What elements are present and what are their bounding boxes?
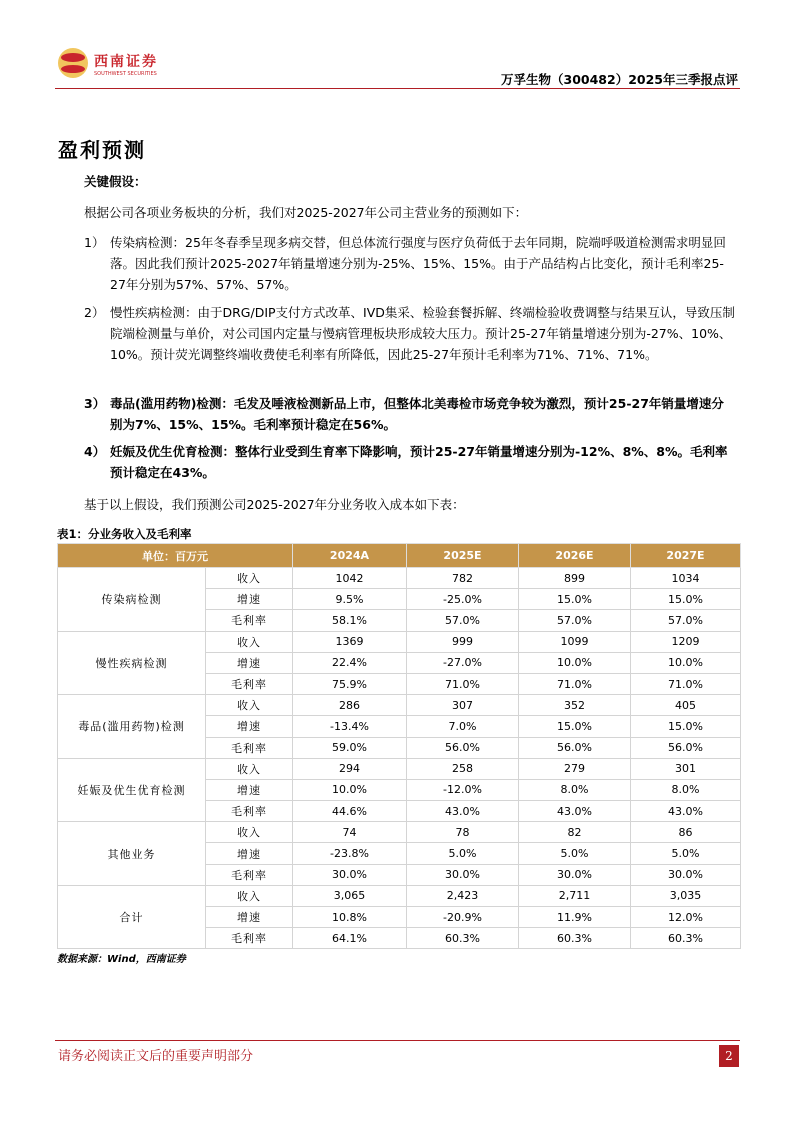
value-cell: 15.0% — [519, 716, 631, 737]
value-cell: 59.0% — [293, 737, 407, 758]
value-cell: 2,423 — [407, 885, 519, 906]
value-cell: 43.0% — [631, 801, 741, 822]
item-number: 4） — [84, 444, 106, 459]
value-cell: 57.0% — [407, 610, 519, 631]
segment-name: 毒品(滥用药物)检测 — [58, 695, 206, 759]
item-text: 妊娠及优生优育检测：整体行业受到生育率下降影响，预计25-27年销量增速分别为-12%、8%、8%。毛利率预计稳定在43%。 — [110, 444, 728, 480]
assumption-item — [84, 393, 736, 435]
value-cell: 1042 — [293, 568, 407, 589]
value-cell: 30.0% — [407, 864, 519, 885]
value-cell: 78 — [407, 822, 519, 843]
value-cell: 12.0% — [631, 907, 741, 928]
value-cell: 1099 — [519, 631, 631, 652]
value-cell: 86 — [631, 822, 741, 843]
metric-label: 收入 — [206, 568, 293, 589]
value-cell: 10.8% — [293, 907, 407, 928]
segment-name: 其他业务 — [58, 822, 206, 886]
value-cell: 56.0% — [407, 737, 519, 758]
value-cell: 43.0% — [407, 801, 519, 822]
intro-text: 根据公司各项业务板块的分析，我们对2025-2027年公司主营业务的预测如下： — [84, 205, 528, 220]
year-header: 2026E — [519, 544, 631, 568]
value-cell: 8.0% — [519, 779, 631, 800]
footer-notice: 请务必阅读正文后的重要声明部分 — [58, 1049, 254, 1064]
value-cell: -20.9% — [407, 907, 519, 928]
value-cell: 10.0% — [519, 652, 631, 673]
value-cell: -12.0% — [407, 779, 519, 800]
value-cell: 15.0% — [519, 589, 631, 610]
table-header-row — [58, 544, 741, 568]
table-row — [58, 568, 741, 589]
value-cell: 74 — [293, 822, 407, 843]
table-row — [58, 822, 741, 843]
value-cell: 10.0% — [631, 652, 741, 673]
value-cell: 43.0% — [519, 801, 631, 822]
metric-label: 毛利率 — [206, 737, 293, 758]
logo-en: SOUTHWEST SECURITIES — [94, 71, 157, 77]
value-cell: 5.0% — [631, 843, 741, 864]
value-cell: 30.0% — [519, 864, 631, 885]
value-cell: 307 — [407, 695, 519, 716]
metric-label: 增速 — [206, 716, 293, 737]
value-cell: 15.0% — [631, 589, 741, 610]
value-cell: 56.0% — [631, 737, 741, 758]
value-cell: 5.0% — [407, 843, 519, 864]
value-cell: 1209 — [631, 631, 741, 652]
metric-label: 毛利率 — [206, 864, 293, 885]
company-logo — [58, 48, 168, 84]
value-cell: 899 — [519, 568, 631, 589]
logo-emblem-icon — [58, 48, 88, 78]
year-header: 2027E — [631, 544, 741, 568]
value-cell: 71.0% — [519, 673, 631, 694]
value-cell: 7.0% — [407, 716, 519, 737]
value-cell: 44.6% — [293, 801, 407, 822]
value-cell: 1369 — [293, 631, 407, 652]
value-cell: -27.0% — [407, 652, 519, 673]
value-cell: 60.3% — [519, 928, 631, 949]
value-cell: 999 — [407, 631, 519, 652]
section-title: 盈利预测 — [58, 138, 146, 162]
value-cell: 11.9% — [519, 907, 631, 928]
value-cell: 301 — [631, 758, 741, 779]
assumption-item — [84, 302, 736, 365]
unit-header: 单位：百万元 — [58, 544, 293, 568]
metric-label: 收入 — [206, 758, 293, 779]
metric-label: 毛利率 — [206, 610, 293, 631]
value-cell: 60.3% — [407, 928, 519, 949]
assumption-item — [84, 232, 736, 295]
value-cell: 294 — [293, 758, 407, 779]
data-source: 数据来源：Wind，西南证券 — [57, 954, 186, 965]
metric-label: 毛利率 — [206, 673, 293, 694]
metric-label: 增速 — [206, 843, 293, 864]
value-cell: 30.0% — [293, 864, 407, 885]
value-cell: 279 — [519, 758, 631, 779]
value-cell: 57.0% — [631, 610, 741, 631]
item-number: 2） — [84, 305, 105, 320]
value-cell: 5.0% — [519, 843, 631, 864]
value-cell: 10.0% — [293, 779, 407, 800]
metric-label: 增速 — [206, 589, 293, 610]
value-cell: 2,711 — [519, 885, 631, 906]
item-number: 1） — [84, 235, 105, 250]
value-cell: -25.0% — [407, 589, 519, 610]
value-cell: 1034 — [631, 568, 741, 589]
header-divider — [55, 88, 740, 89]
value-cell: 57.0% — [519, 610, 631, 631]
item-text: 慢性疾病检测：由于DRG/DIP支付方式改革、IVD集采、检验套餐拆解、终端检验收费调整与结果互认，导致压制院端检测量与单价，对公司国内定量与慢病管理板块形成较大压力。预计25-27年销量增速分别为-27%、10%、10%。预计荧光调整终端收费使毛利率有所降低，因此25-27年预计毛利率为71%、71%、71%。 — [110, 305, 735, 362]
segment-name: 慢性疾病检测 — [58, 631, 206, 695]
table-row — [58, 631, 741, 652]
value-cell: 82 — [519, 822, 631, 843]
metric-label: 收入 — [206, 631, 293, 652]
metric-label: 毛利率 — [206, 928, 293, 949]
assumptions-label: 关键假设： — [84, 174, 147, 189]
value-cell: 75.9% — [293, 673, 407, 694]
table-caption: 表1：分业务收入及毛利率 — [57, 527, 192, 541]
table-row — [58, 885, 741, 906]
table-row — [58, 695, 741, 716]
table-row — [58, 758, 741, 779]
year-header: 2024A — [293, 544, 407, 568]
value-cell: 3,065 — [293, 885, 407, 906]
report-title: 万孚生物（300482）2025年三季报点评 — [501, 72, 738, 87]
value-cell: 71.0% — [631, 673, 741, 694]
segment-name: 妊娠及优生优育检测 — [58, 758, 206, 822]
value-cell: 22.4% — [293, 652, 407, 673]
metric-label: 收入 — [206, 695, 293, 716]
summary-text: 基于以上假设，我们预测公司2025-2027年分业务收入成本如下表： — [84, 497, 465, 512]
value-cell: -23.8% — [293, 843, 407, 864]
value-cell: 782 — [407, 568, 519, 589]
assumption-item — [84, 441, 736, 483]
metric-label: 收入 — [206, 822, 293, 843]
value-cell: 60.3% — [631, 928, 741, 949]
item-number: 3） — [84, 396, 106, 411]
page-number: 2 — [719, 1045, 739, 1067]
metric-label: 增速 — [206, 779, 293, 800]
metric-label: 增速 — [206, 652, 293, 673]
value-cell: 352 — [519, 695, 631, 716]
segment-forecast-table — [57, 543, 741, 949]
value-cell: 58.1% — [293, 610, 407, 631]
value-cell: 9.5% — [293, 589, 407, 610]
metric-label: 增速 — [206, 907, 293, 928]
value-cell: 405 — [631, 695, 741, 716]
value-cell: 64.1% — [293, 928, 407, 949]
year-header: 2025E — [407, 544, 519, 568]
segment-name: 传染病检测 — [58, 568, 206, 632]
metric-label: 收入 — [206, 885, 293, 906]
value-cell: 71.0% — [407, 673, 519, 694]
item-text: 毒品(滥用药物)检测：毛发及唾液检测新品上市，但整体北美毒检市场竞争较为激烈，预计25-27年销量增速分别为7%、15%、15%。毛利率预计稳定在56%。 — [110, 396, 724, 432]
value-cell: -13.4% — [293, 716, 407, 737]
value-cell: 3,035 — [631, 885, 741, 906]
logo-cn: 西南证券 — [94, 54, 158, 70]
value-cell: 286 — [293, 695, 407, 716]
value-cell: 30.0% — [631, 864, 741, 885]
value-cell: 8.0% — [631, 779, 741, 800]
segment-name: 合计 — [58, 885, 206, 949]
value-cell: 56.0% — [519, 737, 631, 758]
value-cell: 258 — [407, 758, 519, 779]
metric-label: 毛利率 — [206, 801, 293, 822]
item-text: 传染病检测：25年冬春季呈现多病交替，但总体流行强度与医疗负荷低于去年同期，院端呼吸道检测需求明显回落。因此我们预计2025-2027年销量增速分别为-25%、15%、15%。由于产品结构占比变化，预计毛利率25-27年分别为57%、57%、57%。 — [110, 235, 726, 292]
footer-divider — [55, 1040, 740, 1041]
value-cell: 15.0% — [631, 716, 741, 737]
